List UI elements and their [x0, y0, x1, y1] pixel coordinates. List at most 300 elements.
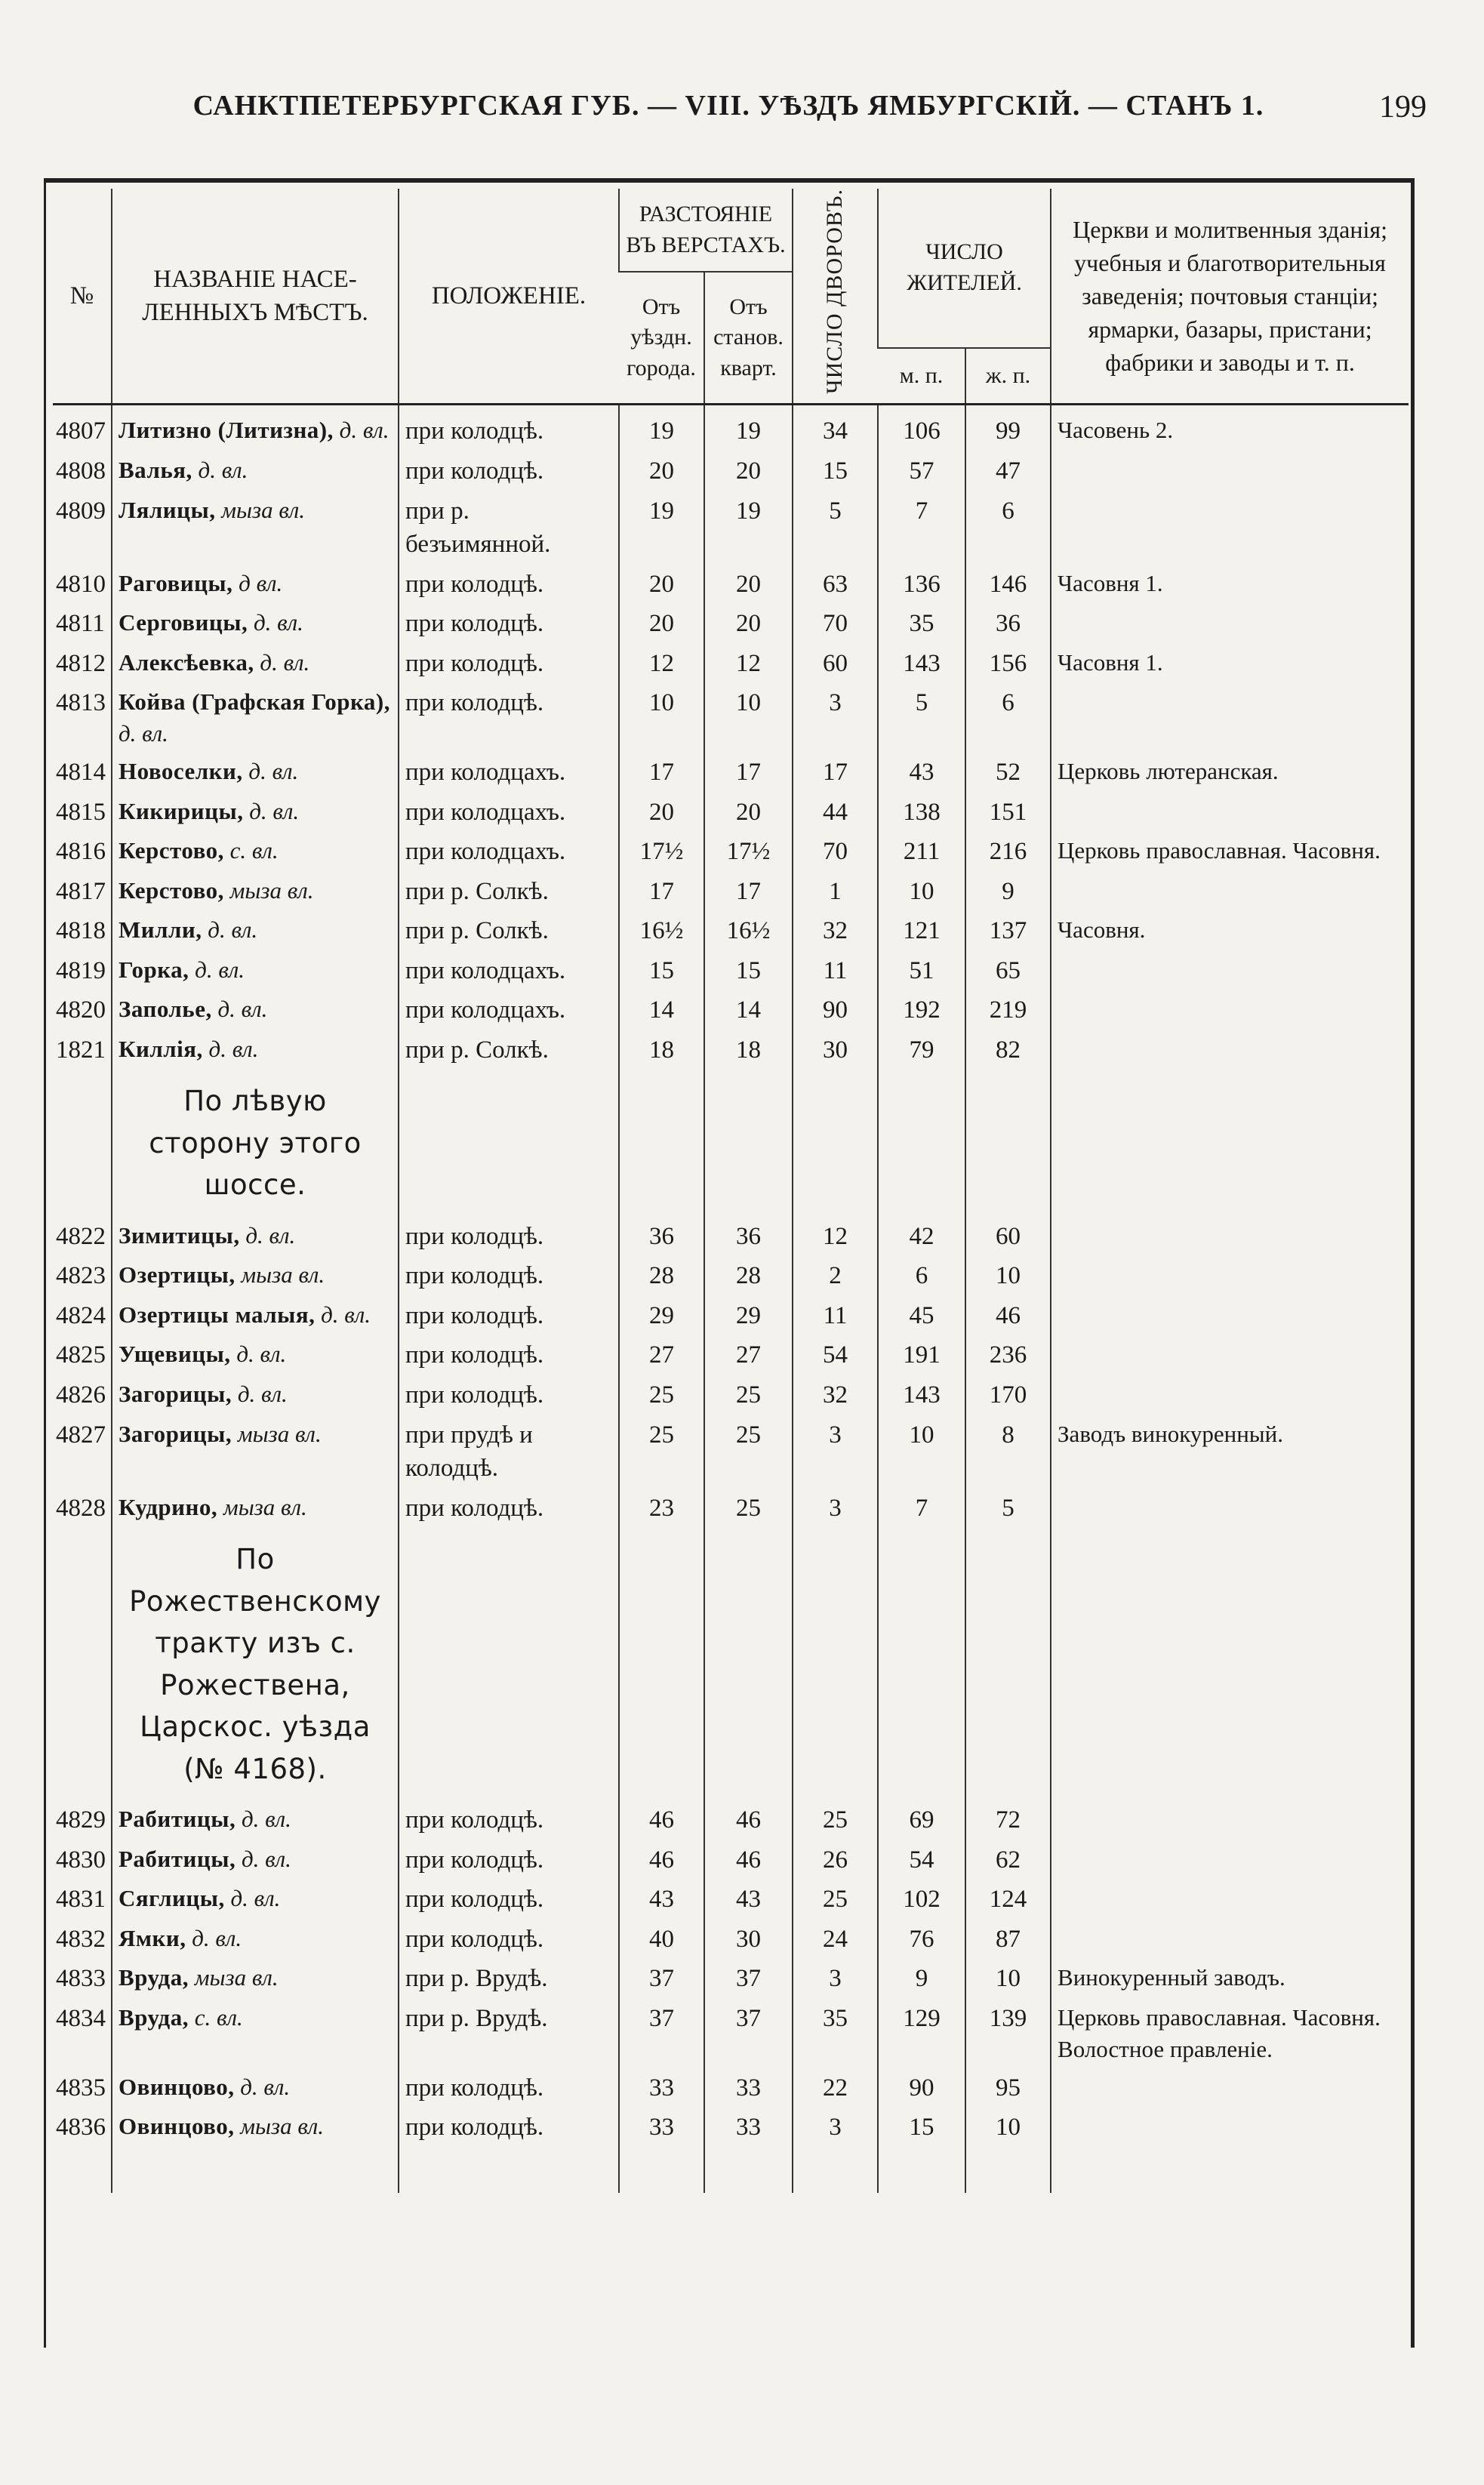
place-name: Ущевицы, — [119, 1341, 231, 1368]
distance-stan: 27 — [704, 1335, 793, 1375]
entry-number: 4832 — [56, 1925, 106, 1953]
notes — [1051, 1375, 1409, 1415]
place-type: д. вл. — [240, 2073, 291, 2100]
entry-number: 4827 — [56, 1421, 106, 1449]
table-row — [53, 1840, 1409, 1880]
entry-number: 4834 — [56, 2004, 106, 2032]
position: при р. Солкѣ. — [399, 1030, 619, 1070]
place-name-cell — [112, 1030, 399, 1070]
male-count: 35 — [878, 604, 965, 644]
place-name: Кикирицы, — [119, 797, 244, 824]
table-row — [53, 604, 1409, 644]
place-type: мыза вл. — [221, 496, 306, 523]
position: при колодцѣ. — [399, 1296, 619, 1336]
distance-stan: 28 — [704, 1256, 793, 1296]
table-row — [53, 644, 1409, 684]
entry-number: 4813 — [56, 689, 106, 717]
distance-uezd: 25 — [619, 1375, 704, 1415]
place-type: д. вл. — [248, 757, 299, 784]
table-row — [53, 1256, 1409, 1296]
female-count: 9 — [965, 872, 1051, 912]
table-row — [53, 683, 1409, 753]
female-count: 156 — [965, 644, 1051, 684]
place-type: д. вл. — [230, 1885, 281, 1912]
distance-uezd: 12 — [619, 644, 704, 684]
place-type: мыза вл. — [237, 1420, 322, 1447]
place-name-cell — [112, 832, 399, 872]
entry-number: 4817 — [56, 877, 106, 905]
distance-uezd: 36 — [619, 1217, 704, 1257]
place-name: Милли, — [119, 916, 202, 944]
position: при колодцѣ. — [399, 1335, 619, 1375]
position: при колодцѣ. — [399, 1375, 619, 1415]
female-count: 124 — [965, 1880, 1051, 1920]
place-name: Овинцово, — [119, 2073, 235, 2100]
place-type: д. вл. — [195, 956, 245, 983]
place-name-cell — [112, 1800, 399, 1840]
place-name-cell — [112, 911, 399, 951]
female-count: 236 — [965, 1335, 1051, 1375]
place-name-cell — [112, 491, 399, 565]
entry-number: 4808 — [56, 457, 106, 485]
notes — [1051, 1840, 1409, 1880]
male-count: 79 — [878, 1030, 965, 1070]
distance-uezd: 46 — [619, 1800, 704, 1840]
header-position: ПОЛОЖЕНIЕ. — [399, 189, 619, 405]
yards-count: 90 — [793, 990, 878, 1030]
entry-number: 4810 — [56, 570, 106, 598]
male-count: 191 — [878, 1335, 965, 1375]
distance-stan: 10 — [704, 683, 793, 753]
female-count: 46 — [965, 1296, 1051, 1336]
place-name: Литизно (Литизна), — [119, 417, 334, 444]
notes: Часовня. — [1051, 911, 1409, 951]
male-count: 106 — [878, 411, 965, 451]
male-count: 43 — [878, 753, 965, 793]
distance-uezd: 19 — [619, 491, 704, 565]
place-type: д. вл. — [119, 720, 168, 747]
table-row — [53, 872, 1409, 912]
entry-number: 4833 — [56, 1965, 106, 1993]
female-count: 10 — [965, 1256, 1051, 1296]
male-count: 6 — [878, 1256, 965, 1296]
place-name: Овинцово, — [119, 2113, 235, 2140]
position: при колодцѣ. — [399, 683, 619, 753]
place-type: д вл. — [239, 569, 283, 596]
header-female: ж. п. — [965, 348, 1051, 405]
place-name: Керстово, — [119, 876, 224, 904]
place-name: Горка, — [119, 956, 189, 983]
notes: Часовня 1. — [1051, 565, 1409, 605]
female-count: 62 — [965, 1840, 1051, 1880]
distance-stan: 43 — [704, 1880, 793, 1920]
female-count: 8 — [965, 1415, 1051, 1489]
place-name-cell — [112, 951, 399, 991]
entry-number: 4811 — [56, 610, 105, 638]
notes — [1051, 951, 1409, 991]
section-heading-rozhestvensky-tract: По Рожественскому тракту изъ с. Рожествена, Царскос. уѣзда (№ 4168). — [112, 1528, 399, 1800]
place-name-cell — [112, 411, 399, 451]
position: при колодцѣ. — [399, 2108, 619, 2148]
entry-number: 4815 — [56, 798, 106, 826]
place-name: Раговицы, — [119, 569, 233, 596]
position: при колодцѣ. — [399, 1800, 619, 1840]
distance-stan: 46 — [704, 1800, 793, 1840]
male-count: 129 — [878, 1999, 965, 2068]
female-count: 5 — [965, 1489, 1051, 1529]
entry-number: 4812 — [56, 649, 106, 677]
table-row — [53, 1999, 1409, 2068]
yards-count: 35 — [793, 1999, 878, 2068]
female-count: 95 — [965, 2068, 1051, 2108]
distance-uezd: 23 — [619, 1489, 704, 1529]
yards-count: 70 — [793, 832, 878, 872]
male-count: 9 — [878, 1959, 965, 1999]
place-name: Серговицы, — [119, 609, 248, 636]
place-name-cell — [112, 1375, 399, 1415]
male-count: 45 — [878, 1296, 965, 1336]
place-type: мыза вл. — [194, 1964, 279, 1991]
place-name-cell — [112, 793, 399, 833]
position: при р. Врудѣ. — [399, 1959, 619, 1999]
position: при колодцѣ. — [399, 1489, 619, 1529]
place-type: д. вл. — [208, 1035, 259, 1062]
table-row — [53, 1880, 1409, 1920]
entry-number: 4816 — [56, 838, 106, 866]
place-name: Рабитицы, — [119, 1806, 236, 1833]
yards-count: 32 — [793, 911, 878, 951]
place-type: д. вл. — [237, 1381, 288, 1408]
place-name-cell — [112, 1959, 399, 1999]
female-count: 65 — [965, 951, 1051, 991]
place-name-cell — [112, 2108, 399, 2148]
distance-uezd: 33 — [619, 2068, 704, 2108]
position: при колодцѣ. — [399, 1840, 619, 1880]
page-number: 199 — [1379, 90, 1427, 125]
place-name-cell — [112, 1999, 399, 2068]
yards-count: 11 — [793, 1296, 878, 1336]
notes — [1051, 451, 1409, 491]
yards-count: 70 — [793, 604, 878, 644]
yards-count: 3 — [793, 2108, 878, 2148]
female-count: 99 — [965, 411, 1051, 451]
header-number: № — [53, 189, 112, 405]
notes — [1051, 491, 1409, 565]
place-name: Рабитицы, — [119, 1845, 236, 1872]
place-name-cell — [112, 1217, 399, 1257]
distance-stan: 16½ — [704, 911, 793, 951]
female-count: 10 — [965, 1959, 1051, 1999]
table-row — [53, 1415, 1409, 1489]
female-count: 216 — [965, 832, 1051, 872]
table-row — [53, 951, 1409, 991]
male-count: 15 — [878, 2108, 965, 2148]
place-name-cell — [112, 683, 399, 753]
place-name-cell — [112, 1920, 399, 1960]
yards-count: 63 — [793, 565, 878, 605]
distance-stan: 30 — [704, 1920, 793, 1960]
place-type: д. вл. — [208, 916, 258, 944]
distance-uezd: 17 — [619, 753, 704, 793]
header-distance-stan: Отъ станов. кварт. — [704, 272, 793, 405]
header-distance-uezd: Отъ уѣздн. города. — [619, 272, 704, 405]
distance-uezd: 19 — [619, 411, 704, 451]
distance-uezd: 17 — [619, 872, 704, 912]
female-count: 52 — [965, 753, 1051, 793]
distance-uezd: 37 — [619, 1999, 704, 2068]
section-heading-left-side: По лѣвую сторону этого шоссе. — [112, 1070, 399, 1217]
place-name: Озертицы, — [119, 1261, 236, 1289]
yards-count: 60 — [793, 644, 878, 684]
yards-count: 30 — [793, 1030, 878, 1070]
header-inhabitants: ЧИСЛО ЖИТЕЛЕЙ. — [878, 189, 1051, 348]
distance-uezd: 15 — [619, 951, 704, 991]
table-row — [53, 565, 1409, 605]
place-name: Керстово, — [119, 837, 224, 864]
yards-count: 2 — [793, 1256, 878, 1296]
table-row — [53, 2068, 1409, 2108]
position: при р. Солкѣ. — [399, 872, 619, 912]
place-type: д. вл. — [321, 1301, 371, 1328]
position: при колодцѣ. — [399, 565, 619, 605]
notes — [1051, 1800, 1409, 1840]
male-count: 5 — [878, 683, 965, 753]
notes — [1051, 990, 1409, 1030]
gazetteer-table — [53, 189, 1409, 2193]
place-name: Койва (Графская Горка), — [119, 688, 390, 716]
yards-count: 44 — [793, 793, 878, 833]
distance-stan: 20 — [704, 793, 793, 833]
female-count: 6 — [965, 491, 1051, 565]
place-name: Заполье, — [119, 996, 212, 1023]
entry-number: 4807 — [56, 417, 106, 445]
place-name-cell — [112, 451, 399, 491]
header-name: НАЗВАНIЕ НАСЕ- ЛЕННЫХЪ МѢСТЪ. — [112, 189, 399, 405]
notes — [1051, 2108, 1409, 2148]
table-row — [53, 1959, 1409, 1999]
notes — [1051, 604, 1409, 644]
yards-count: 17 — [793, 753, 878, 793]
place-name: Вруда, — [119, 1964, 189, 1991]
female-count: 82 — [965, 1030, 1051, 1070]
distance-uezd: 33 — [619, 2108, 704, 2148]
entry-number: 4836 — [56, 2114, 106, 2142]
table-row — [53, 2108, 1409, 2148]
place-name-cell — [112, 872, 399, 912]
position: при р. Врудѣ. — [399, 1999, 619, 2068]
distance-stan: 37 — [704, 1999, 793, 2068]
table-row — [53, 1296, 1409, 1336]
place-name: Лялицы, — [119, 496, 216, 523]
distance-stan: 46 — [704, 1840, 793, 1880]
place-name: Ямки, — [119, 1924, 186, 1951]
table-row — [53, 1375, 1409, 1415]
place-name: Зимитицы, — [119, 1221, 240, 1249]
distance-uezd: 16½ — [619, 911, 704, 951]
place-name-cell — [112, 1415, 399, 1489]
male-count: 7 — [878, 1489, 965, 1529]
distance-stan: 18 — [704, 1030, 793, 1070]
yards-count: 54 — [793, 1335, 878, 1375]
distance-uezd: 27 — [619, 1335, 704, 1375]
table-row — [53, 911, 1409, 951]
distance-uezd: 28 — [619, 1256, 704, 1296]
yards-count: 25 — [793, 1880, 878, 1920]
yards-count: 15 — [793, 451, 878, 491]
notes — [1051, 683, 1409, 753]
female-count: 6 — [965, 683, 1051, 753]
table-row — [53, 1217, 1409, 1257]
position: при прудѣ и колодцѣ. — [399, 1415, 619, 1489]
position: при колодцѣ. — [399, 2068, 619, 2108]
place-type: д. вл. — [241, 1806, 291, 1833]
position: при колодцѣ. — [399, 1256, 619, 1296]
place-name-cell — [112, 990, 399, 1030]
notes — [1051, 1256, 1409, 1296]
entry-number: 4819 — [56, 956, 106, 984]
notes — [1051, 1296, 1409, 1336]
male-count: 143 — [878, 644, 965, 684]
place-name-cell — [112, 1256, 399, 1296]
notes — [1051, 1880, 1409, 1920]
place-type: д. вл. — [192, 1924, 242, 1951]
place-type: д. вл. — [249, 797, 300, 824]
distance-stan: 25 — [704, 1375, 793, 1415]
notes: Церковь православная. Часовня. Волостное правленіе. — [1051, 1999, 1409, 2068]
header-notes: Церкви и молитвенныя зданія; учебныя и благотворительныя заведенія; почтовыя станціи; ярмарки, базары, пристани; фабрики и заводы и т. п. — [1051, 189, 1409, 405]
notes — [1051, 1920, 1409, 1960]
place-type: мыза вл. — [229, 876, 314, 904]
place-name: Валья, — [119, 456, 192, 483]
place-name-cell — [112, 1880, 399, 1920]
place-name: Киллія, — [119, 1035, 203, 1062]
distance-uezd: 43 — [619, 1880, 704, 1920]
position: при колодцахъ. — [399, 990, 619, 1030]
table-row — [53, 1920, 1409, 1960]
place-type: д. вл. — [217, 996, 268, 1023]
yards-count: 3 — [793, 683, 878, 753]
place-name: Новоселки, — [119, 757, 243, 784]
notes: Часовня 1. — [1051, 644, 1409, 684]
male-count: 69 — [878, 1800, 965, 1840]
entry-number: 4822 — [56, 1222, 106, 1250]
yards-count: 22 — [793, 2068, 878, 2108]
distance-stan: 17 — [704, 753, 793, 793]
distance-stan: 33 — [704, 2108, 793, 2148]
position: при колодцѣ. — [399, 644, 619, 684]
male-count: 10 — [878, 872, 965, 912]
distance-uezd: 10 — [619, 683, 704, 753]
female-count: 151 — [965, 793, 1051, 833]
place-name-cell — [112, 565, 399, 605]
notes — [1051, 1217, 1409, 1257]
position: при р. безъимянной. — [399, 491, 619, 565]
table-row — [53, 753, 1409, 793]
distance-uezd: 20 — [619, 604, 704, 644]
yards-count: 34 — [793, 411, 878, 451]
male-count: 211 — [878, 832, 965, 872]
male-count: 136 — [878, 565, 965, 605]
distance-stan: 19 — [704, 411, 793, 451]
male-count: 143 — [878, 1375, 965, 1415]
distance-stan: 33 — [704, 2068, 793, 2108]
entry-number: 4814 — [56, 758, 106, 786]
female-count: 60 — [965, 1217, 1051, 1257]
place-name: Загорицы, — [119, 1420, 232, 1447]
yards-count: 12 — [793, 1217, 878, 1257]
distance-stan: 12 — [704, 644, 793, 684]
table-row — [53, 1800, 1409, 1840]
position: при колодцѣ. — [399, 1217, 619, 1257]
place-type: с. вл. — [229, 837, 279, 864]
entry-number: 4828 — [56, 1494, 106, 1522]
place-name-cell — [112, 1335, 399, 1375]
female-count: 139 — [965, 1999, 1051, 2068]
entry-number: 4830 — [56, 1846, 106, 1874]
notes — [1051, 872, 1409, 912]
position: при колодцахъ. — [399, 793, 619, 833]
male-count: 7 — [878, 491, 965, 565]
yards-count: 1 — [793, 872, 878, 912]
position: при колодцѣ. — [399, 1880, 619, 1920]
position: при колодцахъ. — [399, 951, 619, 991]
male-count: 57 — [878, 451, 965, 491]
distance-uezd: 20 — [619, 451, 704, 491]
notes — [1051, 1030, 1409, 1070]
distance-uezd: 29 — [619, 1296, 704, 1336]
distance-stan: 20 — [704, 451, 793, 491]
place-type: д. вл. — [236, 1341, 287, 1368]
female-count: 72 — [965, 1800, 1051, 1840]
table-row — [53, 491, 1409, 565]
female-count: 36 — [965, 604, 1051, 644]
distance-stan: 36 — [704, 1217, 793, 1257]
position: при колодцѣ. — [399, 604, 619, 644]
table-row — [53, 1335, 1409, 1375]
distance-uezd: 25 — [619, 1415, 704, 1489]
place-type: мыза вл. — [241, 1261, 325, 1289]
notes — [1051, 1335, 1409, 1375]
place-name-cell — [112, 1840, 399, 1880]
male-count: 102 — [878, 1880, 965, 1920]
place-type: д. вл. — [198, 456, 248, 483]
male-count: 54 — [878, 1840, 965, 1880]
notes: Церковь лютеранская. — [1051, 753, 1409, 793]
place-name: Алексѣевка, — [119, 648, 254, 676]
yards-count: 5 — [793, 491, 878, 565]
table-row — [53, 793, 1409, 833]
female-count: 219 — [965, 990, 1051, 1030]
entry-number: 4818 — [56, 917, 106, 945]
notes: Винокуренный заводъ. — [1051, 1959, 1409, 1999]
place-type: д. вл. — [339, 417, 389, 444]
table-row — [53, 832, 1409, 872]
place-name-cell — [112, 753, 399, 793]
place-name-cell — [112, 644, 399, 684]
place-name-cell — [112, 1296, 399, 1336]
entry-number: 4825 — [56, 1341, 106, 1369]
notes — [1051, 2068, 1409, 2108]
place-type: д. вл. — [253, 609, 303, 636]
distance-stan: 29 — [704, 1296, 793, 1336]
place-name: Кудрино, — [119, 1493, 218, 1520]
table-row — [53, 1489, 1409, 1529]
notes — [1051, 793, 1409, 833]
entry-number: 4809 — [56, 497, 106, 525]
notes: Церковь православная. Часовня. — [1051, 832, 1409, 872]
female-count: 170 — [965, 1375, 1051, 1415]
entry-number: 4823 — [56, 1262, 106, 1290]
